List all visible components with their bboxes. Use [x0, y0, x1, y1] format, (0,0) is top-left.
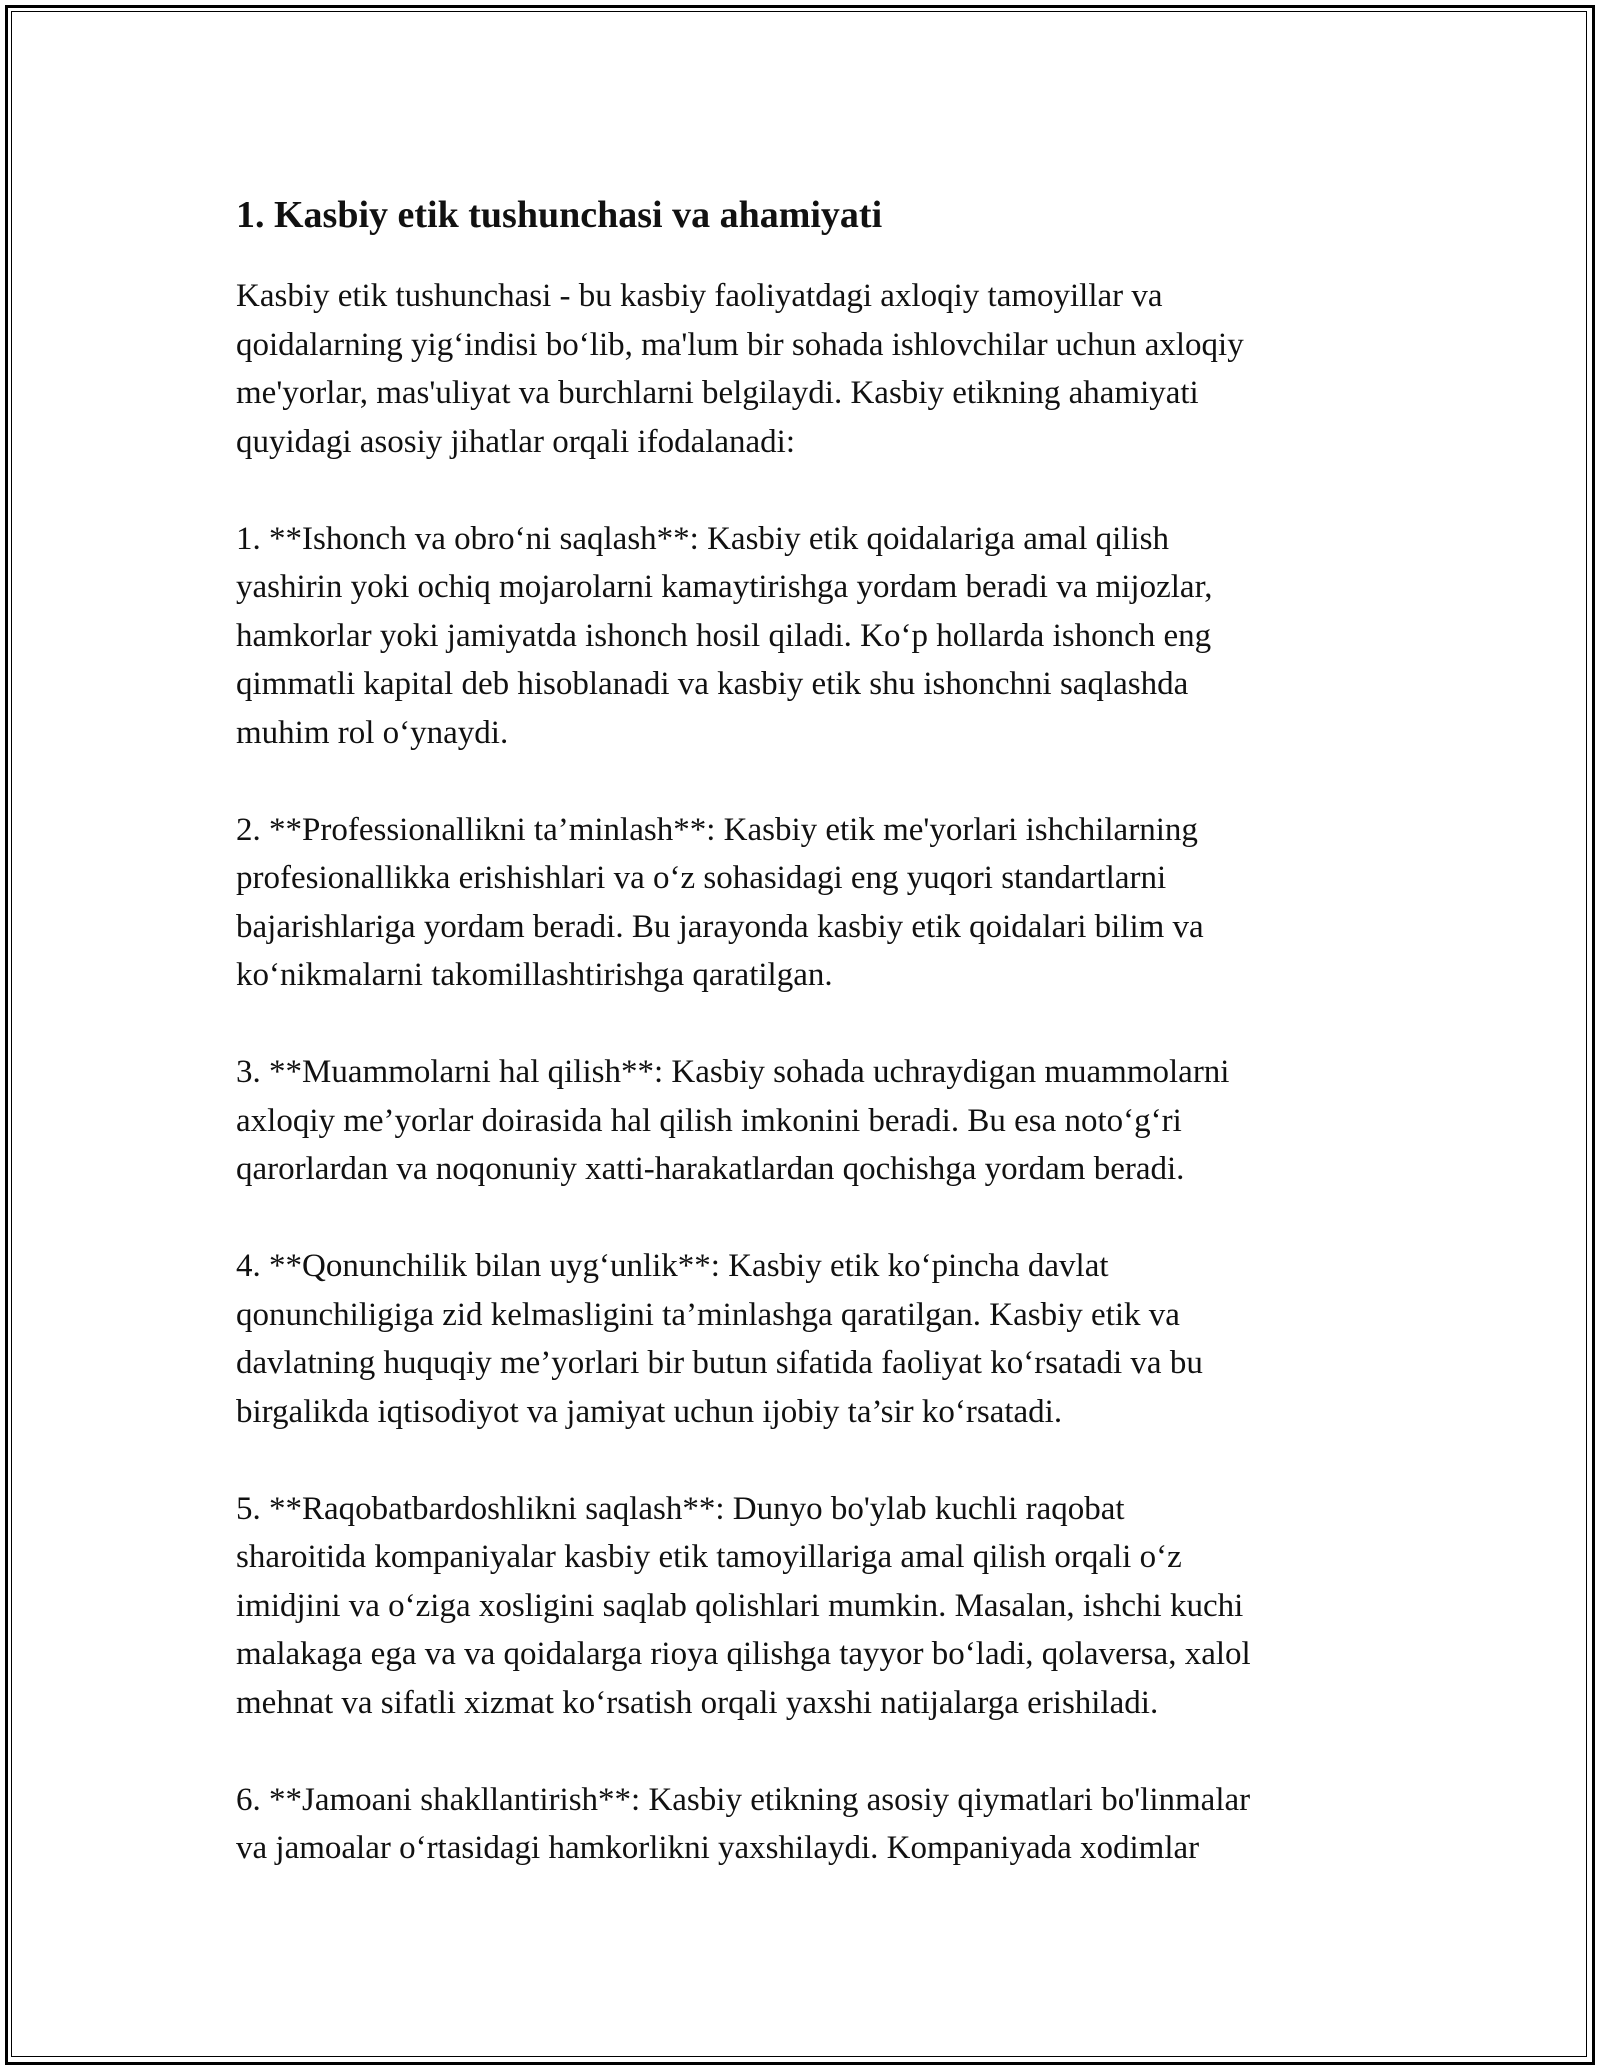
- list-item-team-building: 6. **Jamoani shakllantirish**: Kasbiy etikning asosiy qiymatlari bo'linmalar va jamoalar o‘rtasidagi hamkorlikni yaxshilaydi. Kompaniyada xodimlar: [236, 1781, 1251, 1866]
- list-item-competitiveness: 5. **Raqobatbardoshlikni saqlash**: Dunyo bo'ylab kuchli raqobat sharoitida kompaniyalar kasbiy etik tamoyillariga amal qilish orqali o‘z imidjini va o‘ziga xosligini saqlab qolishlari mumkin. Masalan, ishchi kuchi malakaga ega va va qoidalarga rioya qilishga tayyor bo‘ladi, qolaversa, xalol mehnat va sifatli xizmat ko‘rsatish orqali yaxshi natijalarga erishiladi.: [236, 1490, 1251, 1721]
- list-item-legislation: 4. **Qonunchilik bilan uyg‘unlik**: Kasbiy etik ko‘pincha davlat qonunchiligiga zid kelmasligini ta’minlashga qaratilgan. Kasbiy etik va davlatning huquqiy me’yorlari bir butun sifatida faoliyat ko‘rsatadi va bu birgalikda iqtisodiyot va jamiyat uchun ijobiy ta’sir ko‘rsatadi.: [236, 1248, 1203, 1430]
- list-item-trust: 1. **Ishonch va obro‘ni saqlash**: Kasbiy etik qoidalariga amal qilish yashirin yoki ochiq mojarolarni kamaytirishga yordam beradi va mijozlar, hamkorlar yoki jamiyatda ishonch hosil qiladi. Ko‘p hollarda ishonch eng qimmatli kapital deb hisoblanadi va kasbiy etik shu ishonchni saqlashda muhim rol o‘ynaydi.: [236, 520, 1213, 751]
- document-title: 1. Kasbiy etik tushunchasi va ahamiyati: [236, 194, 883, 236]
- list-item-professionalism: 2. **Professionallikni ta’minlash**: Kasbiy etik me'yorlari ishchilarning profesionallikka erishishlari va o‘z sohasidagi eng yuqori standartlarni bajarishlariga yordam beradi. Bu jarayonda kasbiy etik qoidalari bilim va ko‘nikmalarni takomillashtirishga qaratilgan.: [236, 811, 1204, 993]
- intro-paragraph: Kasbiy etik tushunchasi - bu kasbiy faoliyatdagi axloqiy tamoyillar va qoidalarning yig‘indisi bo‘lib, ma'lum bir sohada ishlovchilar uchun axloqiy me'yorlar, mas'uliyat va burchlarni belgilaydi. Kasbiy etikning ahamiyati quyidagi asosiy jihatlar orqali ifodalanadi:: [236, 278, 1244, 460]
- document-body: [236, 186, 1406, 1873]
- list-item-problem-solving: 3. **Muammolarni hal qilish**: Kasbiy sohada uchraydigan muammolarni axloqiy me’yorlar doirasida hal qilish imkonini beradi. Bu esa noto‘g‘ri qarorlardan va noqonuniy xatti-harakatlardan qochishga yordam beradi.: [236, 1054, 1230, 1187]
